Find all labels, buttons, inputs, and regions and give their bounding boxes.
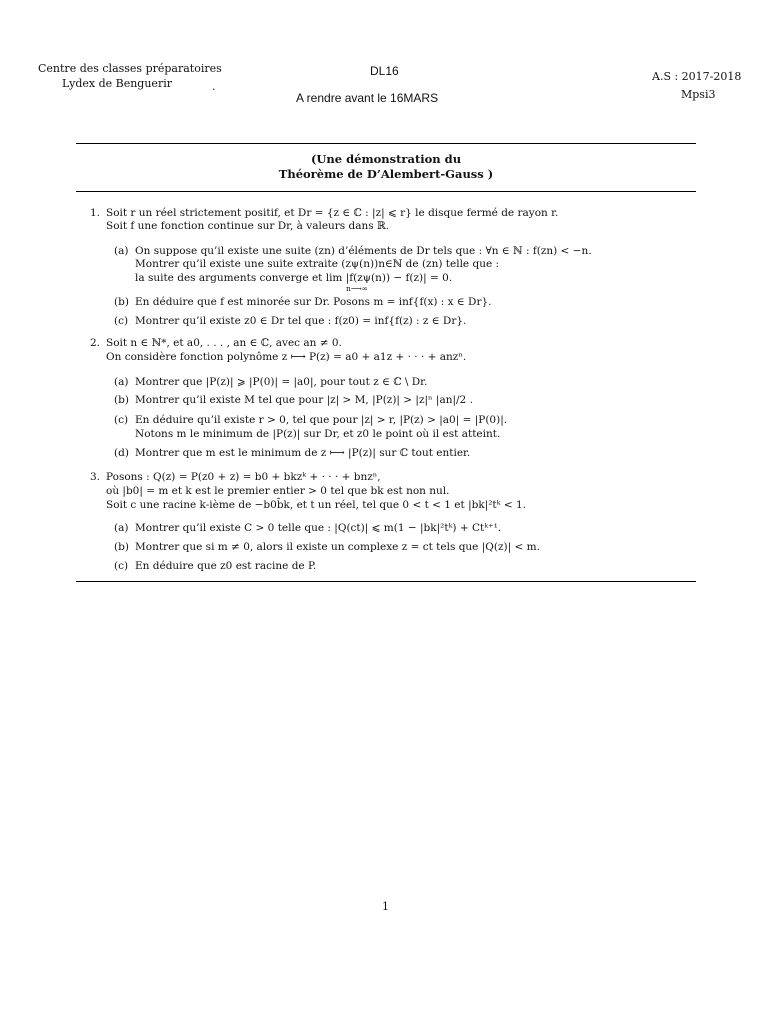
page-number: 1: [382, 900, 389, 913]
title-rule: [76, 191, 696, 192]
item-label: (c): [114, 560, 129, 572]
exercise-intro: Soit c une racine k-ième de −b0b̄k, et t un réel, tel que 0 < t < 1 et |bk|²tᵏ < 1.: [106, 499, 526, 511]
item-text: Montrer qu’il existe M tel que pour |z| > M, |P(z)| > |z|ⁿ |an|/2 .: [135, 394, 473, 406]
academic-year: A.S : 2017-2018: [652, 70, 742, 83]
item-text: En déduire qu’il existe r > 0, tel que pour |z| > r, |P(z) > |a0| = |P(0)|.: [135, 414, 508, 426]
item-text: Montrer qu’il existe C > 0 telle que : |Q(ct)| ⩽ m(1 − |bk|²tᵏ) + Ctᵏ⁺¹.: [135, 522, 502, 534]
item-label: (a): [114, 376, 129, 388]
item-text: Montrer que si m ≠ 0, alors il existe un complexe z = ct tels que |Q(z)| < m.: [135, 541, 540, 553]
item-text: Montrer qu’il existe z0 ∈ Dr tel que : f(z0) = inf{f(z) : z ∈ Dr}.: [135, 315, 467, 327]
due-date: A rendre avant le 16MARS: [296, 91, 439, 105]
assignment-label: DL16: [370, 64, 399, 78]
item-label: (b): [114, 541, 129, 553]
item-text: Montrer que m est le minimum de z ⟼ |P(z)| sur ℂ tout entier.: [135, 447, 471, 459]
top-rule: [76, 143, 696, 144]
exercise-intro: Soit n ∈ ℕ*, et a0, . . . , an ∈ ℂ, avec an ≠ 0.: [106, 337, 342, 349]
item-label: (d): [114, 447, 129, 459]
item-text: Notons m le minimum de |P(z)| sur Dr, et z0 le point où il est atteint.: [135, 428, 501, 440]
exercise-intro: On considère fonction polynôme z ⟼ P(z) = a0 + a1z + · · · + anzⁿ.: [106, 351, 467, 363]
item-label: (c): [114, 414, 129, 426]
item-text: Montrer que |P(z)| ⩾ |P(0)| = |a0|, pour tout z ∈ ℂ \ Dr.: [135, 376, 428, 388]
item-label: (b): [114, 296, 129, 308]
exercise-number: 3.: [90, 471, 101, 483]
bottom-rule: [76, 581, 696, 582]
class-name: Mpsi3: [681, 88, 716, 101]
institution-line1: Centre des classes préparatoires: [38, 62, 222, 75]
item-text: On suppose qu’il existe une suite (zn) d’éléments de Dr tels que : ∀n ∈ ℕ : f(zn) < −n.: [135, 245, 592, 257]
exercise-intro: Soit f une fonction continue sur Dr, à valeurs dans ℝ.: [106, 220, 390, 232]
exercise-number: 1.: [90, 207, 101, 219]
limit-subscript: n⟶∞: [346, 284, 368, 293]
header-dot: .: [212, 80, 216, 93]
item-label: (c): [114, 315, 129, 327]
item-text: En déduire que z0 est racine de P.: [135, 560, 317, 572]
exercise-intro: Posons : Q(z) = P(z0 + z) = b0 + bkzᵏ + · · · + bnzⁿ,: [106, 471, 381, 483]
item-text: Montrer qu’il existe une suite extraite (zψ(n))n∈ℕ de (zn) telle que :: [135, 258, 500, 270]
exercise-intro: Soit r un réel strictement positif, et Dr = {z ∈ ℂ : |z| ⩽ r} le disque fermé de rayon r.: [106, 207, 559, 219]
exercise-intro: où |b0| = m et k est le premier entier > 0 tel que bk est non nul.: [106, 485, 450, 497]
item-label: (b): [114, 394, 129, 406]
title-line1: (Une démonstration du: [310, 152, 462, 166]
item-label: (a): [114, 522, 129, 534]
item-text: En déduire que f est minorée sur Dr. Posons m = inf{f(x) : x ∈ Dr}.: [135, 296, 492, 308]
item-text: la suite des arguments converge et lim |f(zψ(n)) − f(z)| = 0.: [135, 272, 453, 284]
item-label: (a): [114, 245, 129, 257]
institution-line2: Lydex de Benguerir: [62, 77, 172, 90]
exercise-number: 2.: [90, 337, 101, 349]
title-line2: Théorème de D’Alembert-Gauss ): [278, 167, 494, 181]
